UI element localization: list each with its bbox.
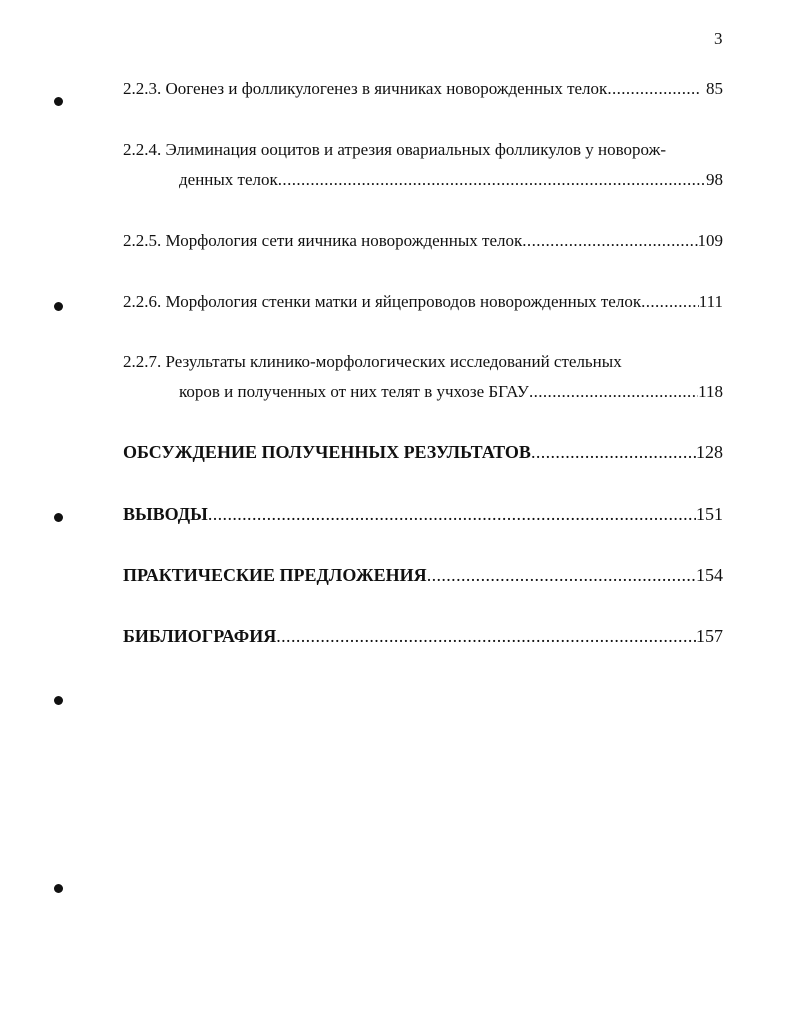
toc-entry-title-cont: денных телок xyxy=(179,170,278,189)
toc-entry-title: 2.2.7. Результаты клинико-морфологических исследований стельных xyxy=(123,352,622,371)
toc-entry-title: ВЫВОДЫ xyxy=(123,504,208,524)
toc-entry-title: 2.2.6. Морфология стенки матки и яйцепроводов новорожденных телок xyxy=(123,292,642,311)
toc-entry-2-2-5[interactable] xyxy=(123,230,723,251)
punch-hole-mark xyxy=(54,97,63,106)
toc-leader-dots xyxy=(531,442,696,463)
toc-entry-practical-proposals[interactable] xyxy=(123,565,723,586)
toc-entry-2-2-4[interactable] xyxy=(123,139,723,190)
toc-entry-title: 2.2.5. Морфология сети яичника новорожденных телок xyxy=(123,231,523,250)
toc-entry-2-2-7[interactable] xyxy=(123,351,723,402)
punch-hole-mark xyxy=(54,302,63,311)
toc-entry-page: 157 xyxy=(696,626,723,646)
toc-leader-dots xyxy=(641,291,699,312)
toc-leader-dots xyxy=(529,381,698,402)
toc-entry-title: ОБСУЖДЕНИЕ ПОЛУЧЕННЫХ РЕЗУЛЬТАТОВ xyxy=(123,442,531,462)
toc-entry-page: 98 xyxy=(706,170,723,189)
toc-leader-dots xyxy=(427,565,696,586)
punch-hole-mark xyxy=(54,696,63,705)
toc-entry-discussion[interactable] xyxy=(123,442,723,463)
toc-leader-dots xyxy=(276,626,696,647)
toc-entry-bibliography[interactable] xyxy=(123,626,723,647)
toc-entry-title: 2.2.4. Элиминация ооцитов и атрезия овариальных фолликулов у новорож- xyxy=(123,140,667,159)
toc-entry-title-cont: коров и полученных от них телят в учхозе БГАУ xyxy=(179,382,529,401)
toc-entry-title: БИБЛИОГРАФИЯ xyxy=(123,626,277,646)
toc-leader-dots xyxy=(522,230,697,251)
toc-entry-page: 109 xyxy=(697,231,723,250)
toc-entry-page: 111 xyxy=(698,292,723,311)
toc-entry-page: 154 xyxy=(696,565,723,585)
toc-leader-dots xyxy=(607,78,700,99)
toc-entry-title: 2.2.3. Оогенез и фолликулогенез в яичниках новорожденных телок xyxy=(123,79,608,98)
punch-hole-mark xyxy=(54,884,63,893)
toc-entry-page: 118 xyxy=(698,382,723,401)
toc-entry-page: 128 xyxy=(696,442,723,462)
toc-leader-dots xyxy=(208,504,696,525)
page-number: 3 xyxy=(714,29,723,48)
toc-entry-title: ПРАКТИЧЕСКИЕ ПРЕДЛОЖЕНИЯ xyxy=(123,565,427,585)
toc-entry-2-2-6[interactable] xyxy=(123,291,723,312)
toc-entry-page: 85 xyxy=(706,79,723,98)
toc-entry-page: 151 xyxy=(696,504,723,524)
punch-hole-mark xyxy=(54,513,63,522)
toc-entry-2-2-3[interactable] xyxy=(123,78,723,99)
toc-leader-dots xyxy=(278,169,706,190)
toc-entry-conclusions[interactable] xyxy=(123,504,723,525)
